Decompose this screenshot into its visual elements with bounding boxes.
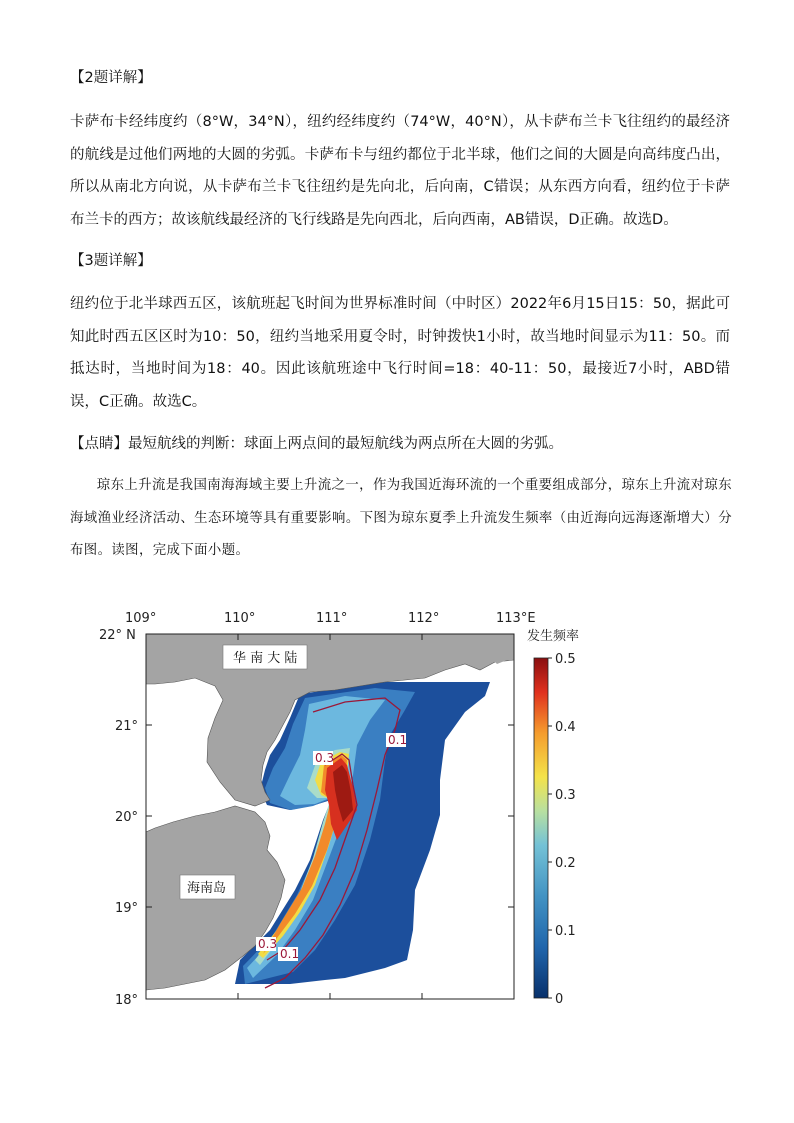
colorbar-ticks [548,658,552,998]
colorbar-title: 发生频率 [527,629,580,644]
colorbar-tick-0-4: 0.4 [555,720,576,735]
contour-label-0-1-lower: 0.1 [280,947,300,961]
colorbar-tick-0: 0 [555,992,564,1007]
colorbar-tick-0-2: 0.2 [555,856,576,871]
q3-explanation: 纽约位于北半球西五区，该航班起飞时间为世界标准时间（中时区）2022年6月15日15：50，据此可知此时西五区区时为10：50，纽约当地采用夏令时，时钟拨快1小时，故当地时间显示为11：50。而抵达时，当地时间为18：40。因此该航班途中飞行时间=18：40-11：50，最接近7小时，ABD错误，C正确。故选C。 [70,296,730,410]
lon-label-111: 111° [316,611,348,626]
question-intro: 琼东上升流是我国南海海域主要上升流之一，作为我国近海环流的一个重要组成部分，琼东上升流对琼东海域渔业经济活动、生态环境等具有重要影响。下图为琼东夏季上升流发生频率（由近海向远海逐渐增大）分布图。读图，完成下面小题。 [70,478,732,558]
mainland-label: 华 南 大 陆 [233,651,298,666]
lat-label-21: 21° [115,719,139,734]
q3-heading: 【3题详解】 [70,253,152,269]
colorbar [534,658,548,998]
lon-label-110: 110° [224,611,256,626]
contour-label-0-3-upper: 0.3 [315,751,335,765]
lat-label-22: 22° N [99,628,136,643]
colorbar-tick-0-1: 0.1 [555,924,576,939]
tip-line [70,432,730,453]
lon-label-113: 113°E [496,611,536,626]
tip-text: 最短航线的判断：球面上两点间的最短航线为两点所在大圆的劣弧。 [128,436,563,452]
contour-label-0-3-lower: 0.3 [258,937,278,951]
upwelling-frequency-map [95,600,615,1020]
contour-label-0-1-upper: 0.1 [388,733,408,747]
lat-label-19: 19° [115,901,139,916]
lon-label-112: 112° [408,611,440,626]
lat-label-20: 20° [115,810,139,825]
colorbar-tick-0-5: 0.5 [555,652,576,667]
colorbar-tick-0-3: 0.3 [555,788,576,803]
lat-label-18: 18° [115,993,139,1008]
tip-label: 【点睛】 [70,436,128,452]
q2-heading: 【2题详解】 [70,70,152,86]
q2-explanation: 卡萨布卡经纬度约（8°W，34°N），纽约经纬度约（74°W，40°N），从卡萨布兰卡飞往纽约的最经济的航线是过他们两地的大圆的劣弧。卡萨布卡与纽约都位于北半球，他们之间的大圆是向高纬度凸出，所以从南北方向说，从卡萨布兰卡飞往纽约是先向北，后向南，C错误；从东西方向看，纽约位于卡萨布兰卡的西方；故该航线最经济的飞行线路是先向西北，后向西南，AB错误，D正确。故选D。 [70,114,730,228]
island-label: 海南岛 [187,881,227,896]
lon-label-109: 109° [125,611,157,626]
